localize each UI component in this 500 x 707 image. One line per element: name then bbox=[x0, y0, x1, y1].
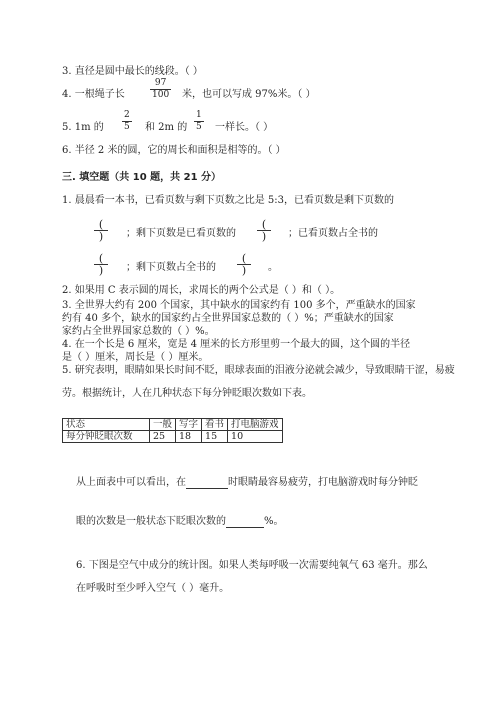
text: 从上面表中可以看出，在 bbox=[76, 477, 186, 488]
table-header-cell: 写字 bbox=[176, 419, 202, 431]
question-5-fraction-1 bbox=[122, 110, 132, 133]
fill-question-5-line1: 5. 研究表明，眼睛如果长时间不眨，眼球表面的泪液分泌就会减少，导致眼睛干涩，易疲 bbox=[62, 365, 455, 376]
fill-question-4-line2: 是（ ）厘米，周长是（ ）厘米。 bbox=[62, 352, 209, 363]
table-header-cell: 状态 bbox=[63, 419, 150, 431]
table-question-line1 bbox=[76, 473, 418, 489]
paren-open: ( bbox=[98, 218, 104, 231]
fill-question-1-part1: ；剩下页数是已看页数的 bbox=[126, 228, 236, 239]
blank-fraction bbox=[92, 254, 110, 275]
fill-question-3-line2: 约有 40 多个，缺水的国家约占全世界国家总数的（ ）%；严重缺水的国家 bbox=[62, 313, 394, 324]
fill-question-5-line2: 劳。根据统计，人在几种状态下每分钟眨眼次数如下表。 bbox=[62, 388, 312, 399]
blank-fraction bbox=[255, 220, 273, 241]
text: 眼的次数是一般状态下眨眼次数的 bbox=[76, 516, 226, 527]
fraction-numerator: 2 bbox=[124, 110, 130, 120]
fill-question-6-line2: 在呼吸时至少呼入空气（ ）毫升。 bbox=[76, 583, 230, 594]
blink-table bbox=[62, 418, 283, 443]
table-row-label: 每分钟眨眼次数 bbox=[63, 431, 150, 443]
table-question-line2 bbox=[76, 512, 284, 528]
blank-fraction bbox=[235, 254, 253, 275]
table-header-cell: 打电脑游戏 bbox=[228, 419, 283, 431]
table-cell: 15 bbox=[202, 431, 228, 443]
fill-question-1-part4: 。 bbox=[268, 262, 278, 273]
paren-open: ( bbox=[261, 218, 267, 231]
table-cell: 10 bbox=[228, 431, 283, 443]
question-5-mid: 和 2m 的 bbox=[145, 122, 188, 133]
paren-close: ) bbox=[98, 230, 104, 243]
table-header-row bbox=[63, 419, 283, 431]
fraction-numerator: 97 bbox=[154, 78, 167, 88]
fill-question-1: 1. 晨晨看一本书，已看页数与剩下页数之比是 5:3，已看页数是剩下页数的 bbox=[62, 195, 394, 206]
table-header-cell: 看书 bbox=[202, 419, 228, 431]
table-cell: 25 bbox=[150, 431, 176, 443]
table-row bbox=[63, 431, 283, 443]
paren-close: ) bbox=[261, 230, 267, 243]
paren-close: ) bbox=[98, 264, 104, 277]
fill-question-3-line3: 家约占全世界国家总数的（ ）%。 bbox=[62, 326, 215, 337]
question-4-pre: 4. 一根绳子长 bbox=[62, 89, 125, 100]
fill-question-1-part2: ；已看页数占全书的 bbox=[288, 228, 378, 239]
paren-open: ( bbox=[98, 252, 104, 265]
table-header-cell: 一般 bbox=[150, 419, 176, 431]
question-3: 3. 直径是圆中最长的线段。（ ） bbox=[62, 66, 203, 77]
text: 时眼睛最容易疲劳，打电脑游戏时每分钟眨 bbox=[228, 477, 418, 488]
blank-fraction bbox=[92, 220, 110, 241]
section-title: 三. 填空题（共 10 题，共 21 分） bbox=[62, 172, 222, 183]
question-6: 6. 半径 2 米的圆，它的周长和面积是相等的。（ ） bbox=[62, 145, 286, 156]
question-5-post: 一样长。（ ） bbox=[215, 122, 274, 133]
question-4-fraction bbox=[150, 78, 171, 101]
fill-question-1-part3: ；剩下页数占全书的 bbox=[126, 262, 216, 273]
paren-open: ( bbox=[241, 252, 247, 265]
question-5-pre: 5. 1m 的 bbox=[62, 122, 104, 133]
fill-question-3-line1: 3. 全世界大约有 200 个国家，其中缺水的国家约有 100 多个，严重缺水的国家 bbox=[62, 300, 416, 311]
question-4-post: 米，也可以写成 97%米。（ ） bbox=[182, 89, 316, 100]
text: %。 bbox=[264, 516, 284, 527]
paren-close: ) bbox=[241, 264, 247, 277]
answer-blank[interactable] bbox=[226, 516, 264, 528]
fraction-denominator: 5 bbox=[124, 122, 130, 132]
fill-question-2: 2. 如果用 C 表示圆的周长，求周长的两个公式是（ ）和（ ）。 bbox=[62, 285, 341, 296]
fill-question-6-line1: 6. 下图是空气中成分的统计图。如果人类每呼吸一次需要纯氧气 63 毫升。那么 bbox=[76, 560, 428, 571]
fraction-denominator: 5 bbox=[196, 122, 202, 132]
answer-blank[interactable] bbox=[186, 477, 228, 489]
fill-question-4-line1: 4. 在一个长是 6 厘米，宽是 4 厘米的长方形里剪一个最大的圆，这个圆的半径 bbox=[62, 339, 411, 350]
table-cell: 18 bbox=[176, 431, 202, 443]
fraction-denominator: 100 bbox=[152, 90, 170, 100]
fraction-numerator: 1 bbox=[196, 110, 202, 120]
question-5-fraction-2 bbox=[194, 110, 204, 133]
